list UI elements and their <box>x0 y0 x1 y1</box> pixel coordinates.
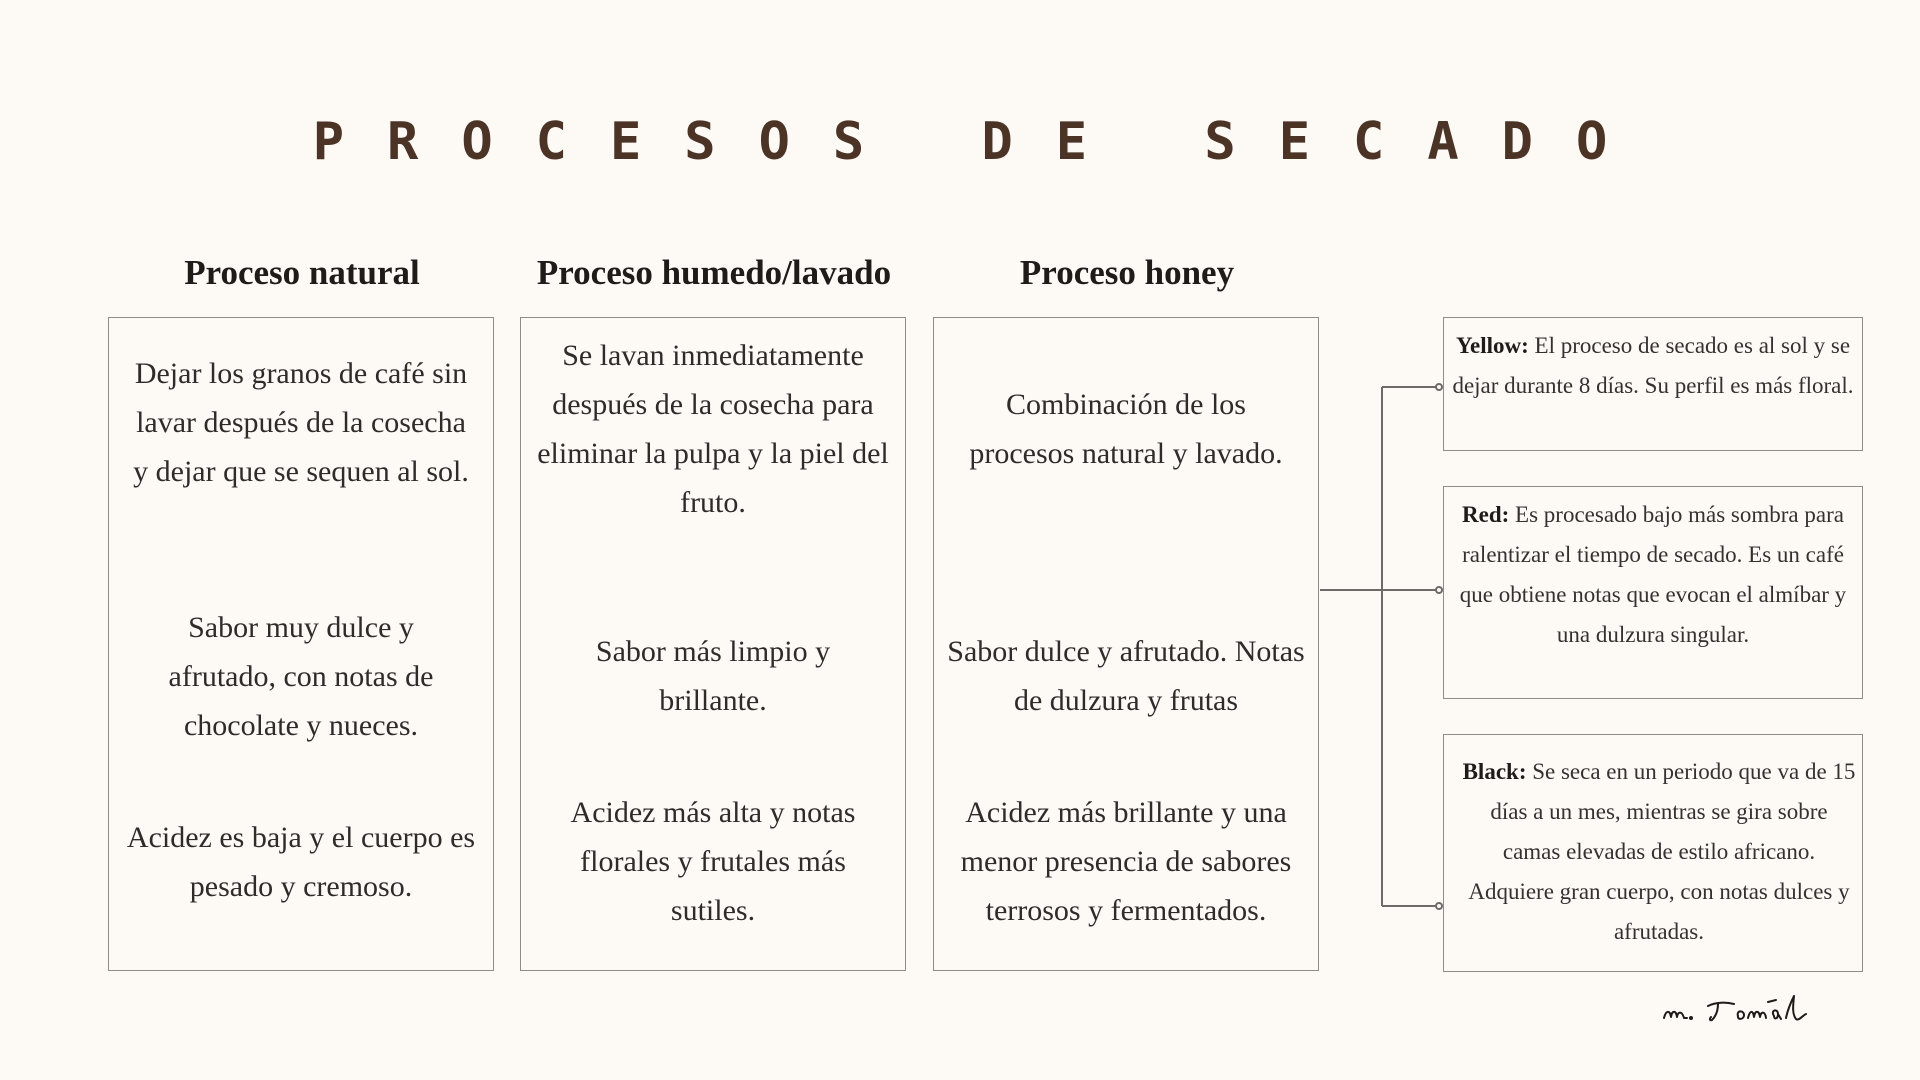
page-title: PROCESOS DE SECADO <box>312 112 1651 172</box>
honey-yellow-description: El proceso de secado es al sol y se dejar durante 8 días. Su perfil es más floral. <box>1452 333 1854 398</box>
natural-description: Dejar los granos de café sin lavar después de la cosecha y dejar que se sequen al sol. <box>133 357 469 488</box>
honey-flavor: Sabor dulce y afrutado. Notas de dulzura y frutas <box>947 635 1305 717</box>
heading-proceso-natural: Proceso natural <box>184 253 420 292</box>
humedo-flavor: Sabor más limpio y brillante. <box>595 635 831 717</box>
honey-red-description: Es procesado bajo más sombra para ralentizar el tiempo de secado. Es un café que obtiene notas que evocan el almíbar y una dulzura singular. <box>1459 502 1847 647</box>
honey-red-text <box>1450 495 1856 655</box>
humedo-acidity: Acidez más alta y notas florales y frutales más sutiles. <box>570 796 856 927</box>
honey-acidity: Acidez más brillante y una menor presencia de sabores terrosos y fermentados. <box>960 796 1292 927</box>
honey-red-name: Red: <box>1462 502 1510 527</box>
honey-description: Combinación de los procesos natural y lavado. <box>969 388 1283 470</box>
honey-black-text <box>1462 752 1856 952</box>
heading-proceso-honey: Proceso honey <box>1019 253 1235 292</box>
honey-yellow-name: Yellow: <box>1455 333 1529 358</box>
natural-flavor: Sabor muy dulce y afrutado, con notas de chocolate y nueces. <box>168 611 434 742</box>
honey-black-description: Se seca en un periodo que va de 15 días a un mes, mientras se gira sobre camas elevadas de estilo africano. Adquiere gran cuerpo, con notas dulces y afrutadas. <box>1468 759 1856 944</box>
honey-yellow-text <box>1450 326 1856 406</box>
natural-acidity: Acidez es baja y el cuerpo es pesado y cremoso. <box>126 821 476 903</box>
heading-proceso-humedo: Proceso humedo/lavado <box>536 253 892 292</box>
humedo-description: Se lavan inmediatamente después de la cosecha para eliminar la pulpa y la piel del fruto. <box>537 339 889 519</box>
honey-black-name: Black: <box>1462 759 1527 784</box>
signature <box>1660 990 1812 1030</box>
